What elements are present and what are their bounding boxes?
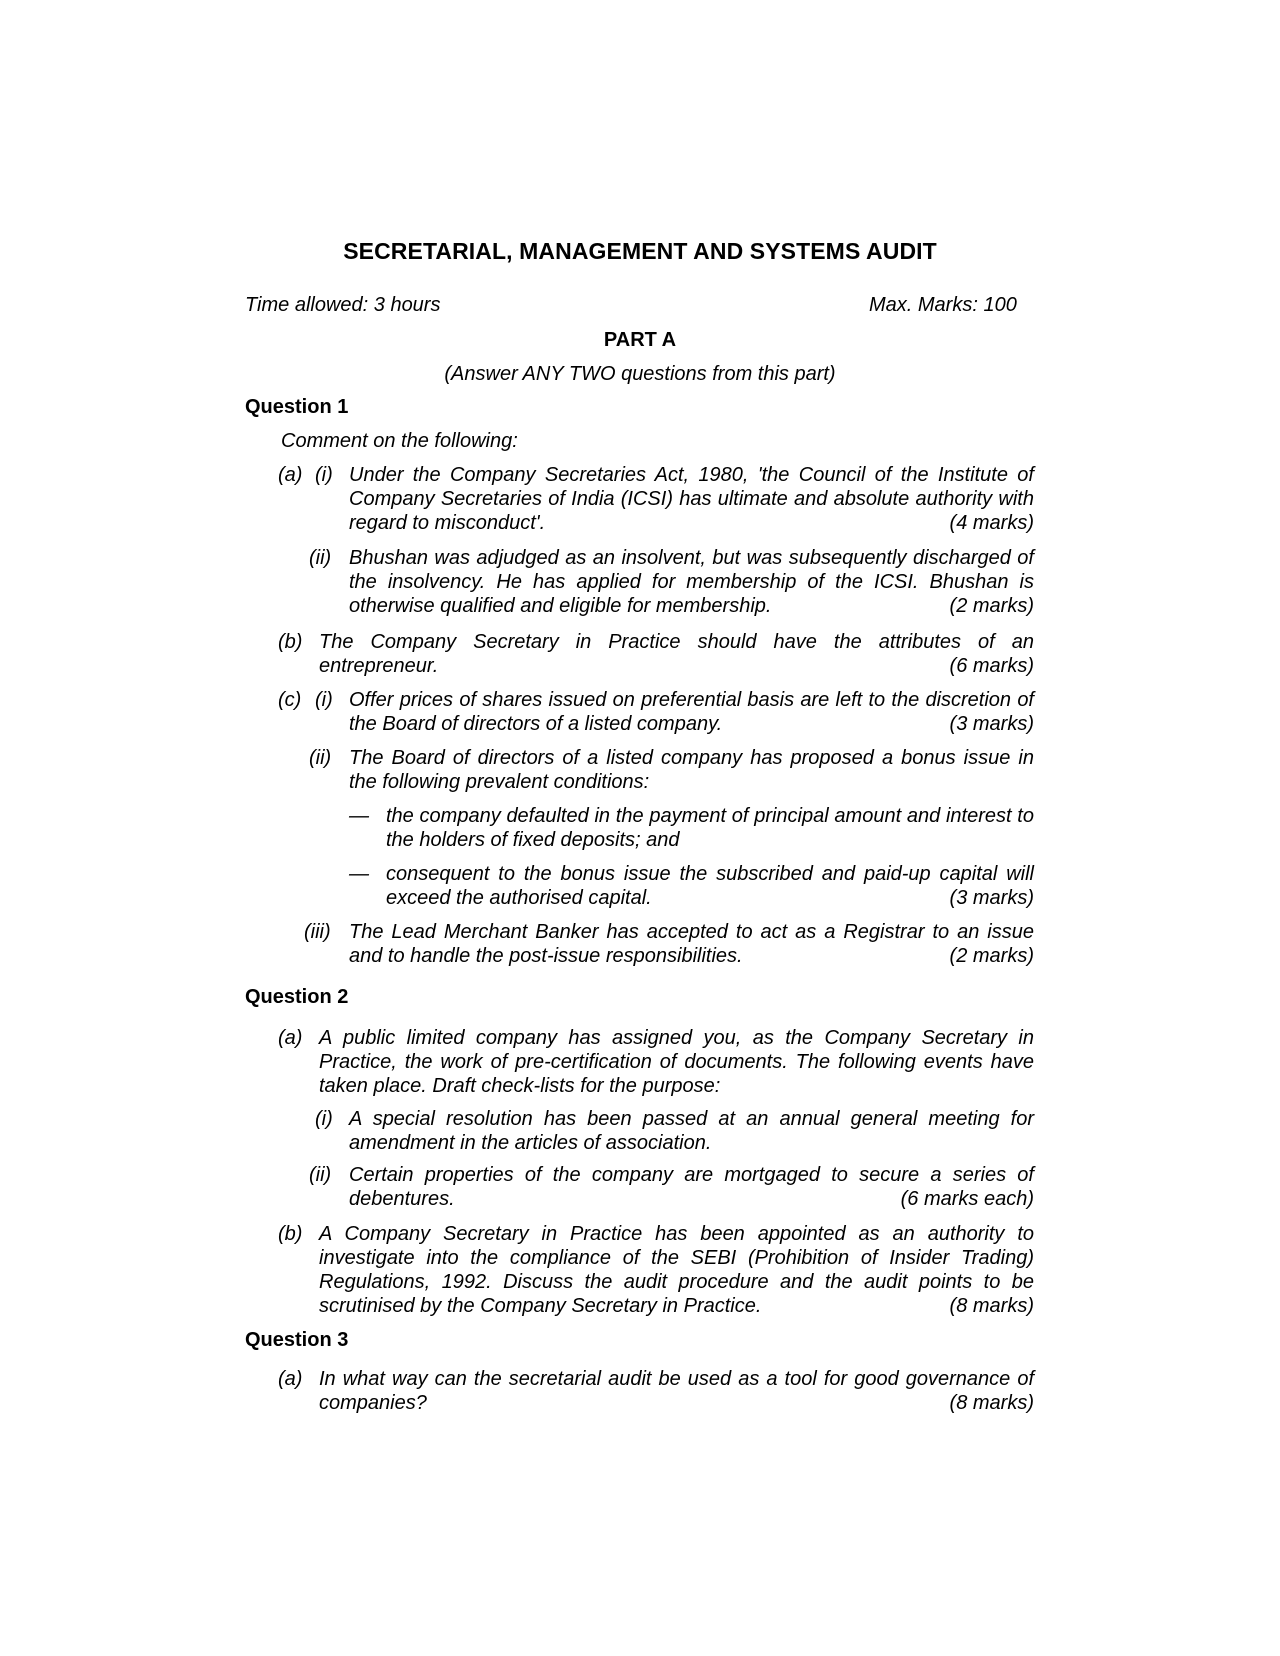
question-2-heading: Question 2 bbox=[245, 986, 349, 1008]
question-3-heading: Question 3 bbox=[245, 1329, 349, 1351]
q1-c-ii-dash-1: — bbox=[349, 805, 369, 827]
q1-c-ii-dash-2: — bbox=[349, 863, 369, 885]
q1-a-ii-marks: (2 marks) bbox=[949, 595, 1034, 617]
q3-a-marks: (8 marks) bbox=[949, 1392, 1034, 1414]
q1-c-ii-bullet-1: the company defaulted in the payment of principal amount and interest to the holders of fixed deposits; and bbox=[386, 805, 1034, 851]
q1-a-ii-label: (ii) bbox=[309, 547, 332, 569]
q3-a-label: (a) bbox=[278, 1368, 303, 1390]
q2-a-ii-text bbox=[349, 1163, 1034, 1211]
part-instruction: (Answer ANY TWO questions from this part) bbox=[444, 363, 836, 385]
q2-a-text: A public limited company has assigned you, as the Company Secretary in Practice, the work of pre-certification of documents. The following events have taken place. Draft check-lists for the purpose: bbox=[319, 1027, 1034, 1097]
q1-b-marks: (6 marks) bbox=[949, 655, 1034, 677]
q1-c-i-label: (i) bbox=[315, 689, 333, 711]
q1-c-i-marks: (3 marks) bbox=[949, 713, 1034, 735]
q1-c-ii-marks: (3 marks) bbox=[949, 887, 1034, 909]
q2-b-label: (b) bbox=[278, 1223, 303, 1245]
q2-a-ii-label: (ii) bbox=[309, 1164, 332, 1186]
q2-a-label: (a) bbox=[278, 1027, 303, 1049]
q1-c-i-text bbox=[349, 688, 1034, 736]
q1-c-label: (c) bbox=[278, 689, 302, 711]
q1-a-i-text bbox=[349, 463, 1034, 535]
q1-c-ii-text: The Board of directors of a listed company has proposed a bonus issue in the following prevalent conditions: bbox=[349, 747, 1034, 793]
q2-b-marks: (8 marks) bbox=[949, 1295, 1034, 1317]
q1-c-iii-label: (iii) bbox=[304, 921, 331, 943]
q2-a-i-label: (i) bbox=[315, 1108, 333, 1130]
question-1-heading: Question 1 bbox=[245, 396, 349, 418]
question-1-intro: Comment on the following: bbox=[281, 430, 518, 452]
q1-c-ii-bullet-2 bbox=[386, 862, 1034, 910]
q1-a-label: (a) bbox=[278, 464, 303, 486]
max-marks: Max. Marks: 100 bbox=[869, 294, 1017, 316]
q3-a-text bbox=[319, 1367, 1034, 1415]
q1-a-i-marks: (4 marks) bbox=[949, 512, 1034, 534]
q1-c-i-body: Offer prices of shares issued on preferential basis are left to the discretion of the Board of directors of a listed company. bbox=[349, 689, 1034, 735]
paper-title: SECRETARIAL, MANAGEMENT AND SYSTEMS AUDIT bbox=[343, 238, 937, 264]
q1-c-iii-marks: (2 marks) bbox=[949, 945, 1034, 967]
q1-c-iii-body: The Lead Merchant Banker has accepted to act as a Registrar to an issue and to handle the post-issue responsibilities. bbox=[349, 921, 1034, 967]
q2-a-i-text: A special resolution has been passed at an annual general meeting for amendment in the articles of association. bbox=[349, 1108, 1034, 1154]
q1-a-ii-text bbox=[349, 546, 1034, 618]
q2-b-body: A Company Secretary in Practice has been appointed as an authority to investigate into the compliance of the SEBI (Prohibition of Insider Trading) Regulations, 1992. Discuss the audit procedure and the audit points to be scrutinised by the Company Secretary in Practice. bbox=[319, 1223, 1034, 1317]
q1-c-ii-label: (ii) bbox=[309, 747, 332, 769]
q1-a-i-label: (i) bbox=[315, 464, 333, 486]
q1-c-ii-bullet-2-body: consequent to the bonus issue the subscribed and paid-up capital will exceed the authorised capital. bbox=[386, 863, 1034, 909]
q1-c-iii-text bbox=[349, 920, 1034, 968]
q2-b-text bbox=[319, 1222, 1034, 1318]
q2-a-ii-body: Certain properties of the company are mortgaged to secure a series of debentures. bbox=[349, 1164, 1034, 1210]
q1-b-text bbox=[319, 630, 1034, 678]
q2-a-marks: (6 marks each) bbox=[900, 1188, 1034, 1210]
q1-b-label: (b) bbox=[278, 631, 303, 653]
q1-b-body: The Company Secretary in Practice should have the attributes of an entrepreneur. bbox=[319, 631, 1034, 677]
time-allowed: Time allowed: 3 hours bbox=[245, 294, 441, 316]
q1-a-i-body: Under the Company Secretaries Act, 1980, 'the Council of the Institute of Company Secretaries of India (ICSI) has ultimate and absolute authority with regard to misconduct'. bbox=[349, 464, 1034, 534]
q3-a-body: In what way can the secretarial audit be used as a tool for good governance of companies? bbox=[319, 1368, 1034, 1414]
q1-a-ii-body: Bhushan was adjudged as an insolvent, but was subsequently discharged of the insolvency. He has applied for membership of the ICSI. Bhushan is otherwise qualified and eligible for membership. bbox=[349, 547, 1034, 617]
part-heading: PART A bbox=[603, 329, 677, 351]
